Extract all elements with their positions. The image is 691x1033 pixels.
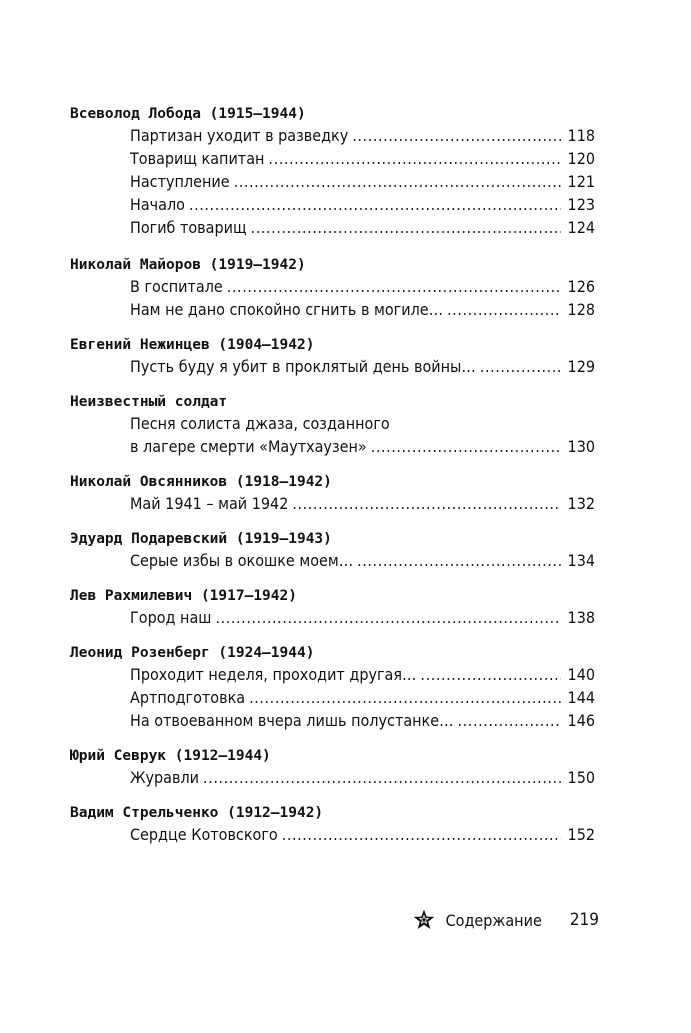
entry-title: Наступление	[130, 172, 230, 191]
dot-leader	[227, 275, 561, 298]
entry-title: В госпитале	[130, 277, 223, 296]
entry-title: Серые избы в окошке моем…	[130, 551, 354, 570]
entry-page-number: 130	[567, 437, 595, 456]
entry-title: Партизан уходит в разведку	[130, 126, 349, 145]
entry-page-number: 144	[567, 688, 595, 707]
entry-title: Проходит неделя, проходит другая…	[130, 665, 417, 684]
toc-section	[70, 335, 595, 378]
toc-entry	[130, 355, 595, 378]
toc-section	[70, 392, 595, 458]
toc-entry	[130, 298, 595, 321]
toc-entry	[130, 709, 595, 732]
author-heading: Леонид Розенберг (1924–1944)	[70, 645, 315, 661]
page-footer	[412, 908, 599, 932]
entry-title: На отвоеванном вчера лишь полустанке…	[130, 711, 454, 730]
entry-title: Начало	[130, 195, 185, 214]
entry-title: Погиб товарищ	[130, 218, 247, 237]
entry-page-number: 123	[567, 195, 595, 214]
author-heading: Вадим Стрельченко (1912–1942)	[70, 805, 324, 821]
table-of-contents	[70, 104, 595, 860]
entry-title: Нам не дано спокойно сгнить в могиле…	[130, 300, 444, 319]
dot-leader	[234, 170, 561, 193]
dot-leader	[371, 435, 561, 458]
toc-section	[70, 104, 595, 239]
dot-leader	[357, 549, 561, 572]
entry-page-number: 146	[567, 711, 595, 730]
entry-title: Артподготовка	[130, 688, 246, 707]
entry-title: Журавли	[130, 768, 200, 787]
entry-page-number: 124	[567, 218, 595, 237]
toc-entry	[130, 492, 595, 515]
entry-title: в лагере смерти «Маутхаузен»	[130, 437, 367, 456]
entry-page-number: 150	[567, 768, 595, 787]
dot-leader	[458, 709, 561, 732]
toc-section	[70, 803, 595, 846]
dot-leader	[251, 216, 561, 239]
toc-section	[70, 586, 595, 629]
author-heading: Неизвестный солдат	[70, 394, 228, 410]
dot-leader	[447, 298, 561, 321]
star-icon	[412, 908, 436, 932]
toc-entry	[130, 275, 595, 298]
entry-page-number: 118	[567, 126, 595, 145]
entry-page-number: 129	[567, 357, 595, 376]
entry-page-number: 128	[567, 300, 595, 319]
toc-section	[70, 255, 595, 321]
toc-section	[70, 529, 595, 572]
dot-leader	[480, 355, 561, 378]
footer-section-label: Содержание	[445, 910, 542, 930]
dot-leader	[249, 686, 561, 709]
toc-section	[70, 472, 595, 515]
author-heading: Евгений Нежинцев (1904–1942)	[70, 337, 315, 353]
dot-leader	[215, 606, 561, 629]
dot-leader	[203, 766, 561, 789]
entry-page-number: 140	[567, 665, 595, 684]
entry-page-number: 126	[567, 277, 595, 296]
toc-entry	[130, 686, 595, 709]
entry-page-number: 132	[567, 494, 595, 513]
entry-title: Сердце Котовского	[130, 825, 278, 844]
dot-leader	[189, 193, 561, 216]
dot-leader	[282, 823, 561, 846]
entry-title: Пусть буду я убит в проклятый день войны…	[130, 357, 476, 376]
entry-title: Город наш	[130, 608, 212, 627]
author-heading: Эдуард Подаревский (1919–1943)	[70, 531, 332, 547]
dot-leader	[352, 124, 561, 147]
entry-page-number: 121	[567, 172, 595, 191]
toc-entry	[130, 147, 595, 170]
entry-page-number: 134	[567, 551, 595, 570]
author-heading: Николай Овсянников (1918–1942)	[70, 474, 332, 490]
toc-entry	[130, 823, 595, 846]
dot-leader	[420, 663, 561, 686]
toc-entry	[130, 766, 595, 789]
author-heading: Юрий Севрук (1912–1944)	[70, 748, 271, 764]
dot-leader	[268, 147, 561, 170]
entry-title: Товарищ капитан	[130, 149, 265, 168]
toc-entry	[130, 124, 595, 147]
toc-entry	[130, 193, 595, 216]
toc-entry	[130, 549, 595, 572]
toc-entry	[130, 606, 595, 629]
toc-section	[70, 746, 595, 789]
entry-title-line: Песня солиста джаза, созданного	[130, 414, 390, 433]
author-heading: Николай Майоров (1919–1942)	[70, 257, 306, 273]
footer-page-number: 219	[569, 910, 599, 930]
toc-entry	[130, 435, 595, 458]
toc-section	[70, 643, 595, 732]
author-heading: Всеволод Лобода (1915–1944)	[70, 106, 306, 122]
toc-entry	[130, 170, 595, 193]
entry-page-number: 120	[567, 149, 595, 168]
entry-page-number: 152	[567, 825, 595, 844]
toc-entry	[130, 216, 595, 239]
author-heading: Лев Рахмилевич (1917–1942)	[70, 588, 297, 604]
entry-title: Май 1941 – май 1942	[130, 494, 289, 513]
entry-page-number: 138	[567, 608, 595, 627]
toc-entry	[130, 663, 595, 686]
dot-leader	[292, 492, 561, 515]
